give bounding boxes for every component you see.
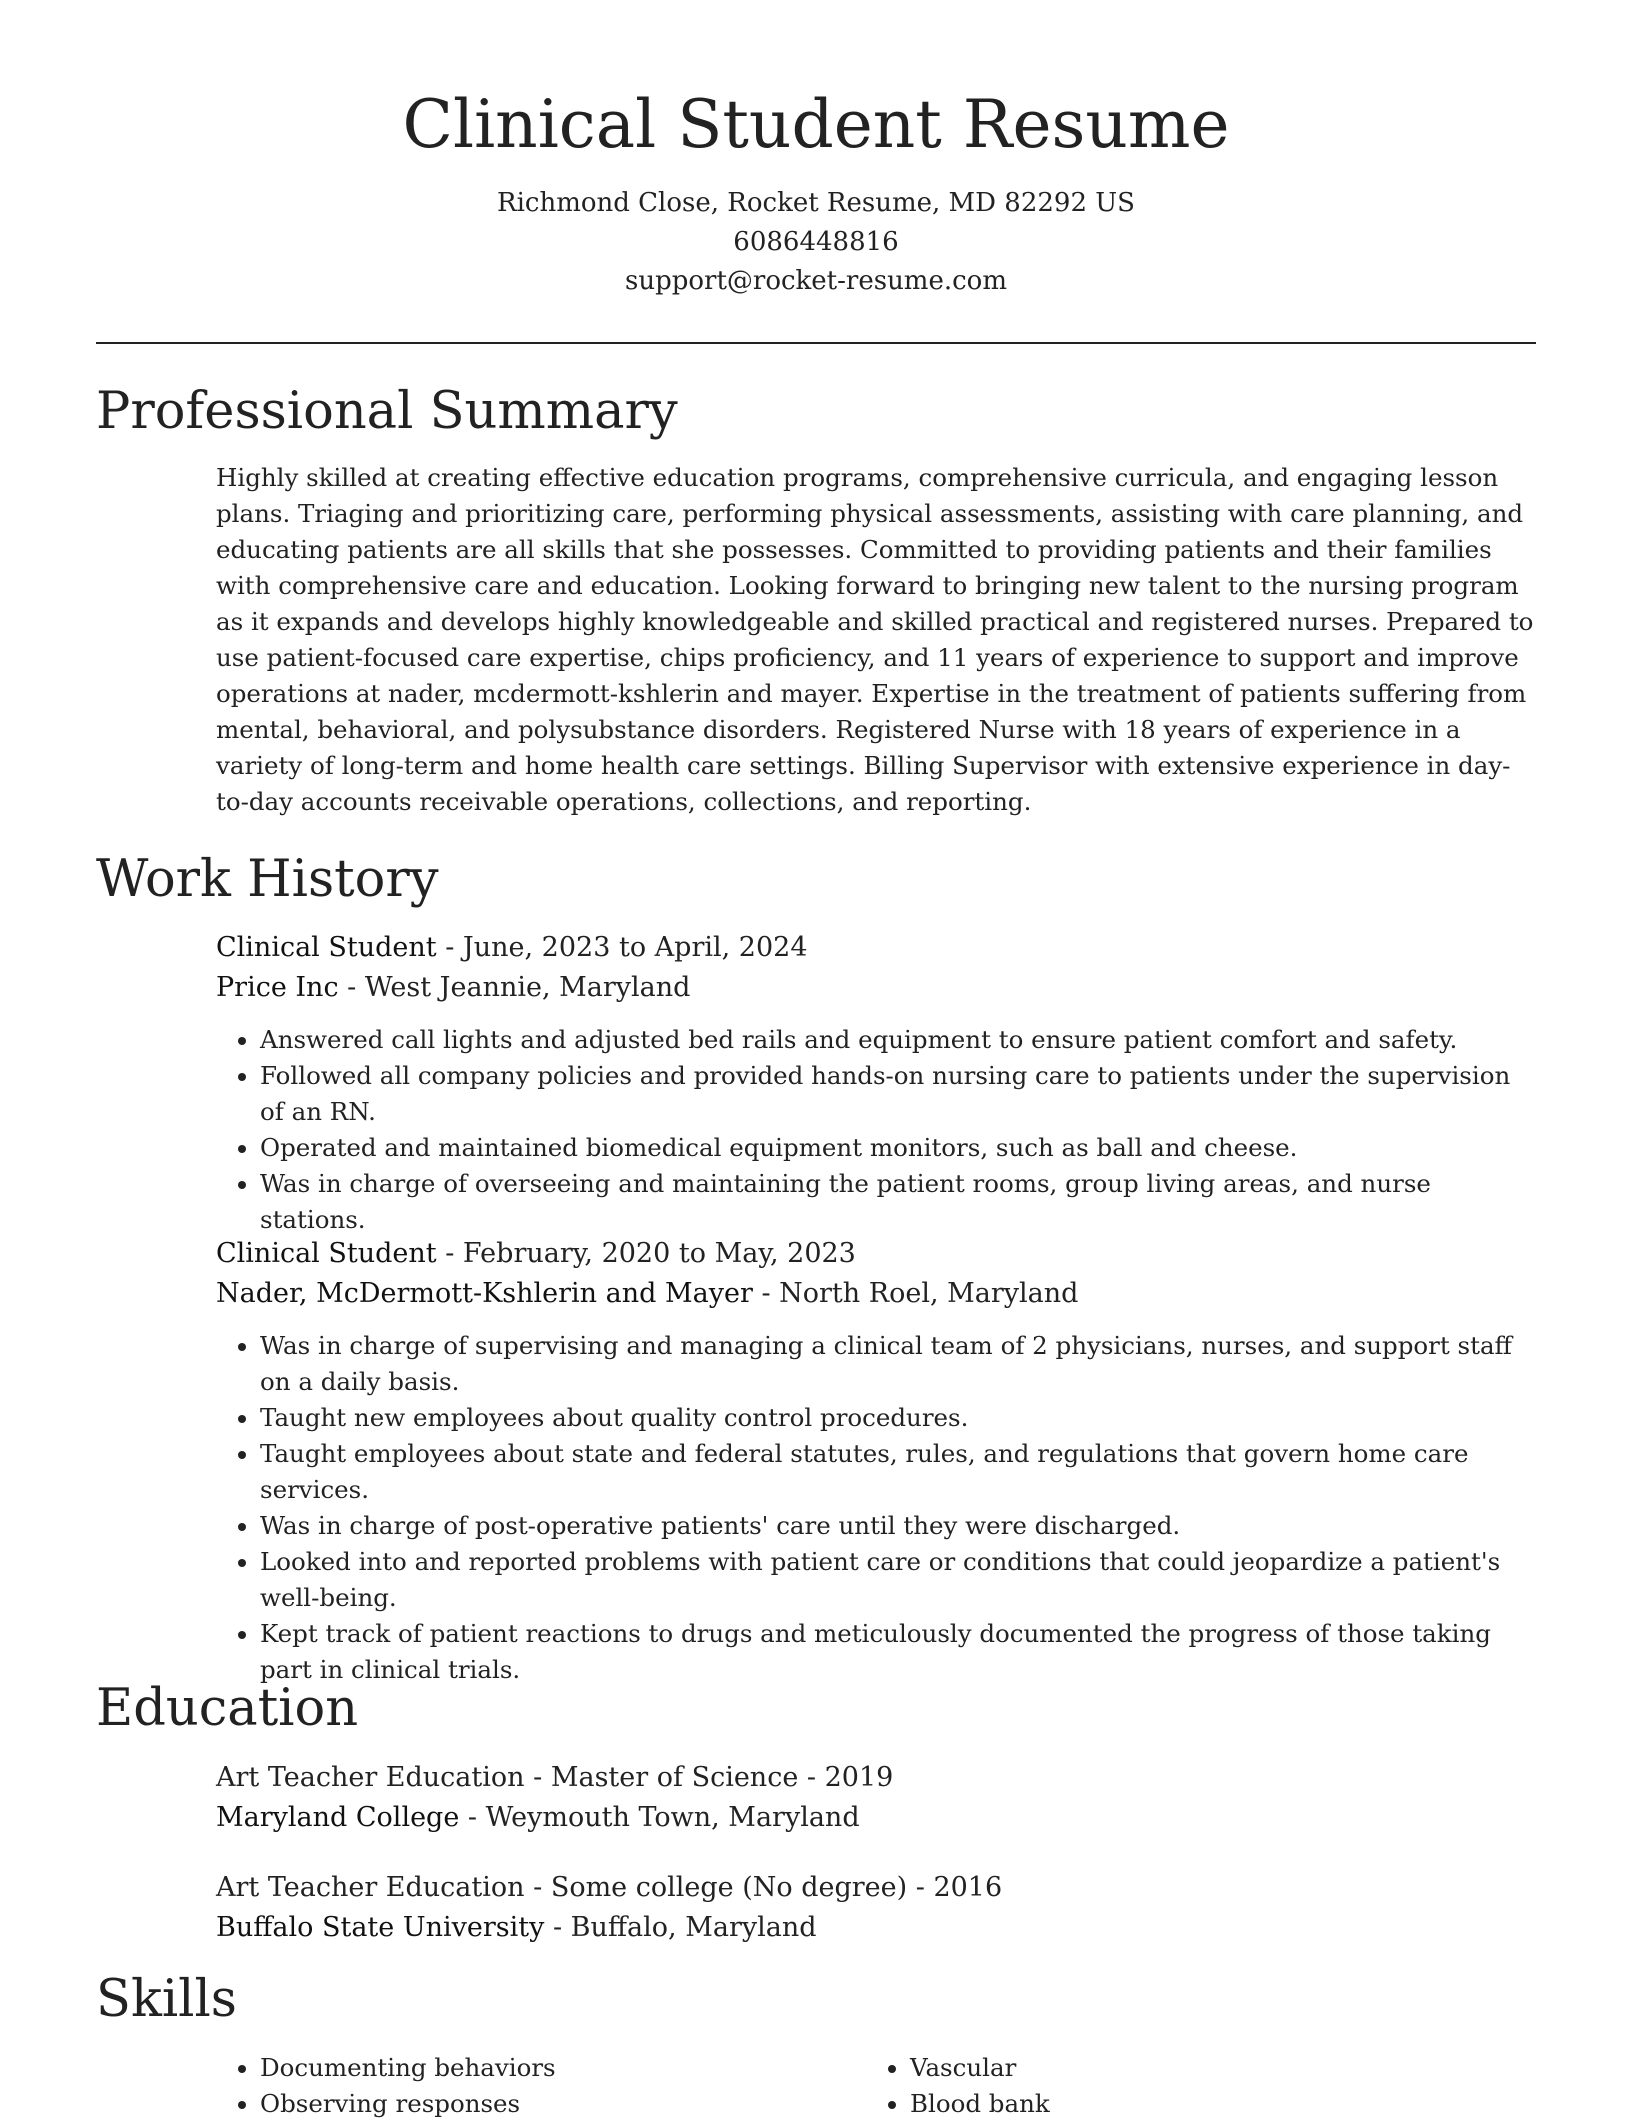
contact-address: Richmond Close, Rocket Resume, MD 82292 US	[497, 188, 1135, 218]
resume-title: Clinical Student Resume	[402, 86, 1230, 163]
skills-heading: Skills	[96, 1970, 237, 2029]
summary-section	[216, 460, 1538, 820]
skill-item: • Documenting behaviors	[260, 2050, 866, 2086]
header-divider	[96, 342, 1536, 344]
education-entry	[216, 1758, 1538, 1838]
job-bullets	[216, 1022, 1538, 1238]
job-dates: - February, 2020 to May, 2023	[436, 1238, 856, 1269]
resume-header	[0, 0, 1632, 301]
work-history-heading: Work History	[96, 850, 439, 909]
education-heading: Education	[96, 1679, 359, 1738]
education-school: Maryland College	[216, 1802, 460, 1833]
education-school-line	[216, 1798, 1538, 1838]
job-title-line	[216, 928, 1538, 968]
job-entry	[216, 928, 1538, 1238]
job-company: Nader, McDermott-Kshlerin and Mayer	[216, 1278, 753, 1309]
summary-text: Highly skilled at creating effective education programs, comprehensive curricula, and engaging lesson plans. Triaging and prioritizing care, performing physical assessments, assisting with care planning, and educating patients are all skills that she possesses. Committed to providing patients and their families with comprehensive care and education. Looking forward to bringing new talent to the nursing program as it expands and develops highly knowledgeable and skilled practical and registered nurses. Prepared to use patient-focused care expertise, chips proficiency, and 11 years of experience to support and improve operations at nader, mcdermott-kshlerin and mayer. Expertise in the treatment of patients suffering from mental, behavioral, and polysubstance disorders. Registered Nurse with 18 years of experience in a variety of long-term and home health care settings. Billing Supervisor with extensive experience in day-to-day accounts receivable operations, collections, and reporting.	[216, 463, 1534, 816]
job-company: Price Inc	[216, 972, 339, 1003]
job-bullets	[216, 1328, 1538, 1688]
job-location: - North Roel, Maryland	[752, 1278, 1079, 1309]
job-role: Clinical Student	[216, 1238, 437, 1269]
job-location: - West Jeannie, Maryland	[338, 972, 691, 1003]
education-school: Buffalo State University	[216, 1912, 545, 1943]
education-location: - Weymouth Town, Maryland	[459, 1802, 860, 1833]
job-company-line	[216, 968, 1538, 1008]
skill-item: • Observing responses	[260, 2086, 866, 2122]
job-dates: - June, 2023 to April, 2024	[436, 932, 808, 963]
education-degree: Art Teacher Education - Some college (No degree) - 2016	[216, 1872, 1003, 1903]
skill-item: • Blood bank	[910, 2086, 1516, 2122]
skills-column-left	[216, 2050, 866, 2122]
job-bullet: • Was in charge of supervising and managing a clinical team of 2 physicians, nurses, and support staff on a daily basis.	[260, 1328, 1538, 1400]
summary-heading: Professional Summary	[96, 382, 678, 441]
contact-phone: 6086448816	[733, 227, 899, 257]
job-bullet: • Operated and maintained biomedical equipment monitors, such as ball and cheese.	[260, 1130, 1538, 1166]
education-degree: Art Teacher Education - Master of Science - 2019	[216, 1762, 894, 1793]
job-bullet: • Answered call lights and adjusted bed rails and equipment to ensure patient comfort and safety.	[260, 1022, 1538, 1058]
job-bullet: • Taught employees about state and federal statutes, rules, and regulations that govern home care services.	[260, 1436, 1538, 1508]
job-bullet: • Was in charge of post-operative patients' care until they were discharged.	[260, 1508, 1538, 1544]
job-bullet: • Taught new employees about quality control procedures.	[260, 1400, 1538, 1436]
contact-email: support@rocket-resume.com	[624, 266, 1007, 296]
job-bullet: • Followed all company policies and provided hands-on nursing care to patients under the supervision of an RN.	[260, 1058, 1538, 1130]
job-bullet: • Looked into and reported problems with patient care or conditions that could jeopardize a patient's well-being.	[260, 1544, 1538, 1616]
job-company-line	[216, 1274, 1538, 1314]
education-school-line	[216, 1908, 1538, 1948]
job-bullet: • Was in charge of overseeing and maintaining the patient rooms, group living areas, and nurse stations.	[260, 1166, 1538, 1238]
job-role: Clinical Student	[216, 932, 437, 963]
job-entry	[216, 1234, 1538, 1688]
education-location: - Buffalo, Maryland	[544, 1912, 817, 1943]
skill-item: • Vascular	[910, 2050, 1516, 2086]
skills-list	[216, 2050, 1538, 2122]
job-bullet: • Kept track of patient reactions to drugs and meticulously documented the progress of those taking part in clinical trials.	[260, 1616, 1538, 1688]
education-entry	[216, 1868, 1538, 1948]
job-title-line	[216, 1234, 1538, 1274]
contact-block	[0, 184, 1632, 301]
skills-column-right	[866, 2050, 1516, 2122]
